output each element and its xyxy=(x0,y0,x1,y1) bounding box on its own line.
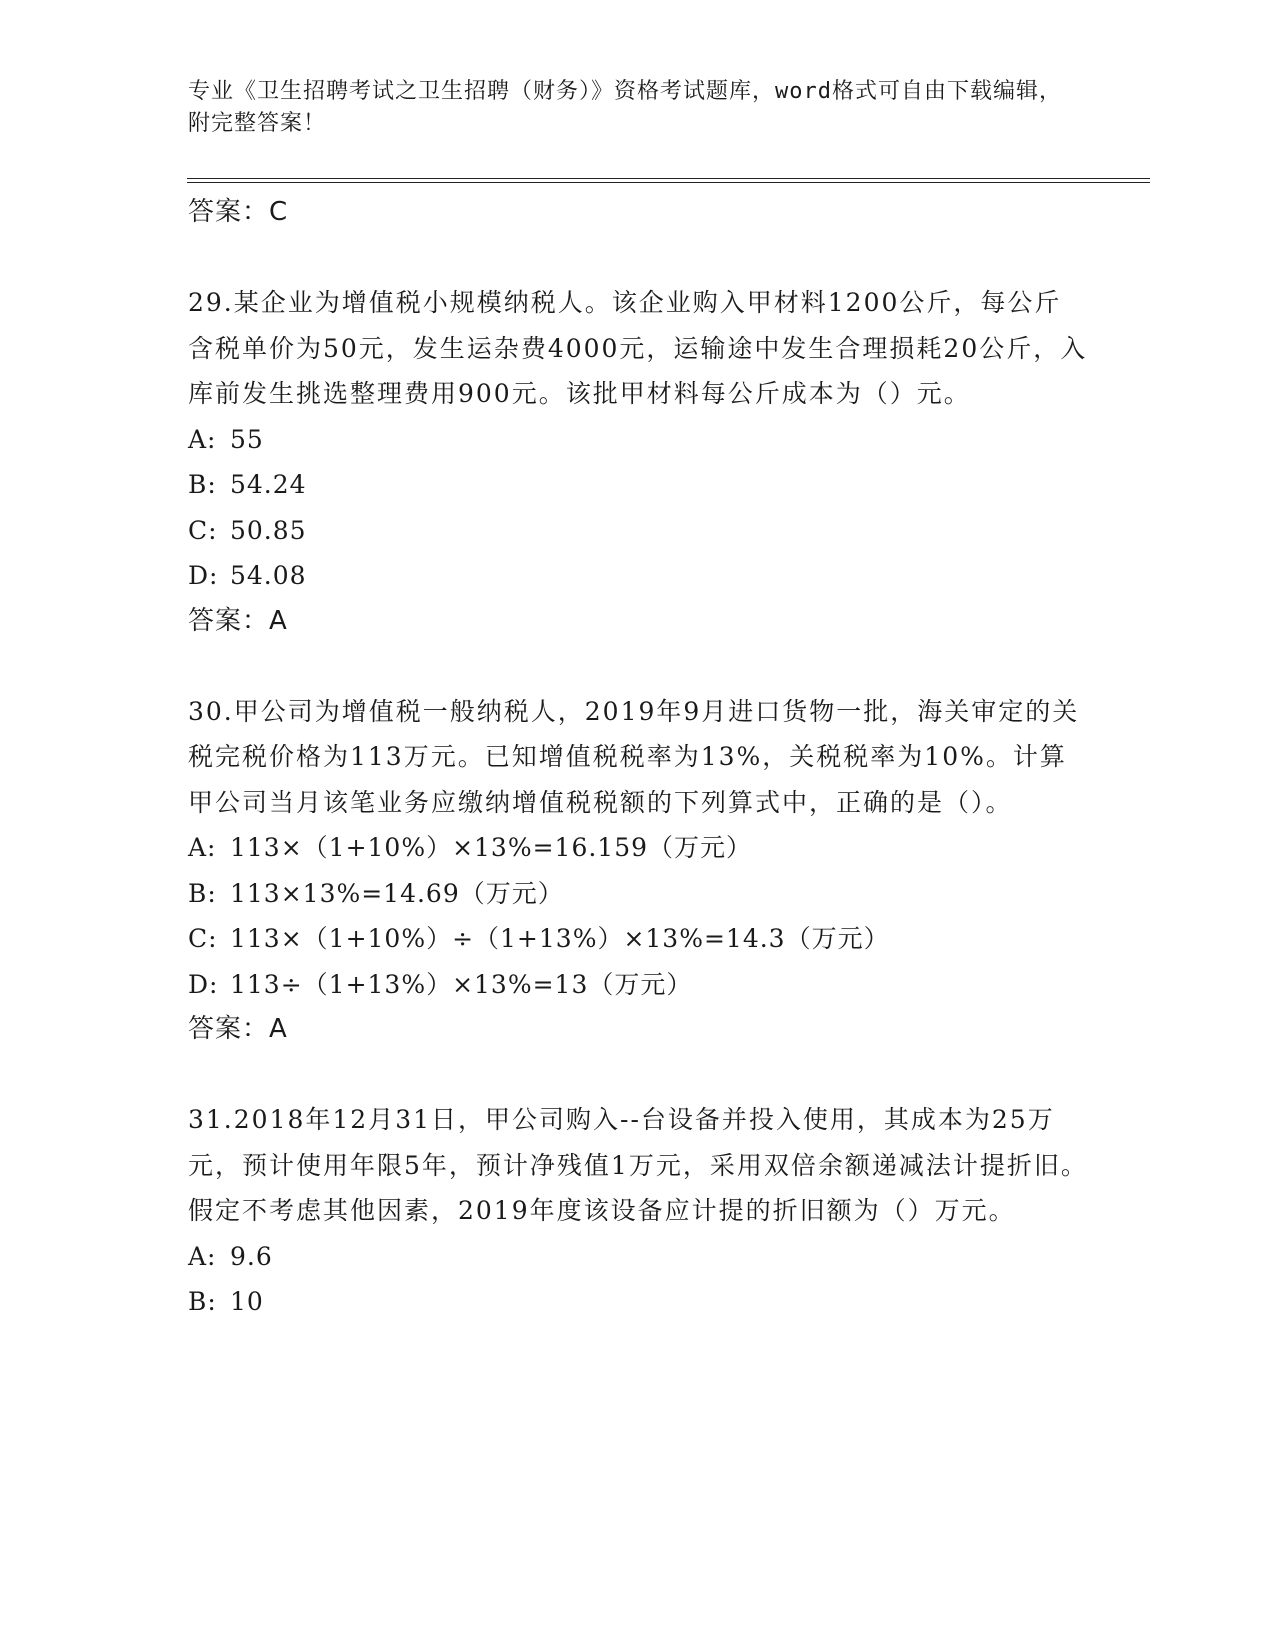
option-text: 113×13%=14.69（万元） xyxy=(230,878,564,908)
option-letter: D: xyxy=(188,969,219,999)
option-letter: D: xyxy=(188,561,219,590)
option-text: 50.85 xyxy=(230,515,307,545)
option-b xyxy=(188,462,1088,508)
option-letter: C: xyxy=(188,924,218,953)
option-letter: C: xyxy=(188,515,218,545)
option-text: 55 xyxy=(230,424,264,454)
option-c xyxy=(188,916,1088,962)
option-text: 10 xyxy=(230,1287,264,1316)
option-text: 113×（1+10%）×13%=16.159（万元） xyxy=(230,833,753,862)
option-a xyxy=(188,1234,1088,1280)
answer-line: 答案：C xyxy=(188,197,289,227)
page-header: 专业《卫生招聘考试之卫生招聘（财务）》资格考试题库，word格式可自由下载编辑，附完整答案！ xyxy=(188,79,1062,136)
option-text: 9.6 xyxy=(230,1241,273,1271)
option-d xyxy=(188,962,1088,1008)
option-letter: A: xyxy=(188,424,217,454)
option-letter: B: xyxy=(188,1287,217,1316)
option-letter: A: xyxy=(188,833,217,862)
option-text: 54.24 xyxy=(230,470,307,499)
question-stem: 29.某企业为增值税小规模纳税人。该企业购入甲材料1200公斤，每公斤含税单价为50元，发生运杂费4000元，运输途中发生合理损耗20公斤，入库前发生挑选整理费用900元。该批甲材料每公斤成本为（）元。 xyxy=(188,288,1088,408)
question-stem: 30.甲公司为增值税一般纳税人，2019年9月进口货物一批，海关审定的关税完税价格为113万元。已知增值税税率为13%，关税税率为10%。计算甲公司当月该笔业务应缴纳增值税税额的下列算式中，正确的是（）。 xyxy=(188,696,1080,817)
option-b xyxy=(188,1279,1088,1325)
question-29 xyxy=(188,280,1088,643)
option-letter: B: xyxy=(188,470,217,499)
answer-line: 答案：A xyxy=(188,1014,288,1044)
option-c xyxy=(188,508,1088,554)
option-b xyxy=(188,871,1088,917)
question-30 xyxy=(188,689,1088,1052)
option-text: 113÷（1+13%）×13%=13（万元） xyxy=(230,969,693,999)
option-a xyxy=(188,825,1088,871)
option-text: 54.08 xyxy=(230,561,307,590)
header-divider xyxy=(187,178,1150,183)
document-body xyxy=(188,190,1088,1325)
question-stem: 31.2018年12月31日，甲公司购入--台设备并投入使用，其成本为25万元，预计使用年限5年，预计净残值1万元，采用双倍余额递减法计提折旧。假定不考虑其他因素，2019年度该设备应计提的折旧额为（）万元。 xyxy=(188,1105,1088,1225)
option-d xyxy=(188,553,1088,599)
option-a xyxy=(188,417,1088,463)
option-letter: B: xyxy=(188,878,217,908)
answer-line: 答案：A xyxy=(188,605,288,636)
option-text: 113×（1+10%）÷（1+13%）×13%=14.3（万元） xyxy=(230,924,890,953)
question-31 xyxy=(188,1097,1088,1325)
option-letter: A: xyxy=(188,1241,217,1271)
